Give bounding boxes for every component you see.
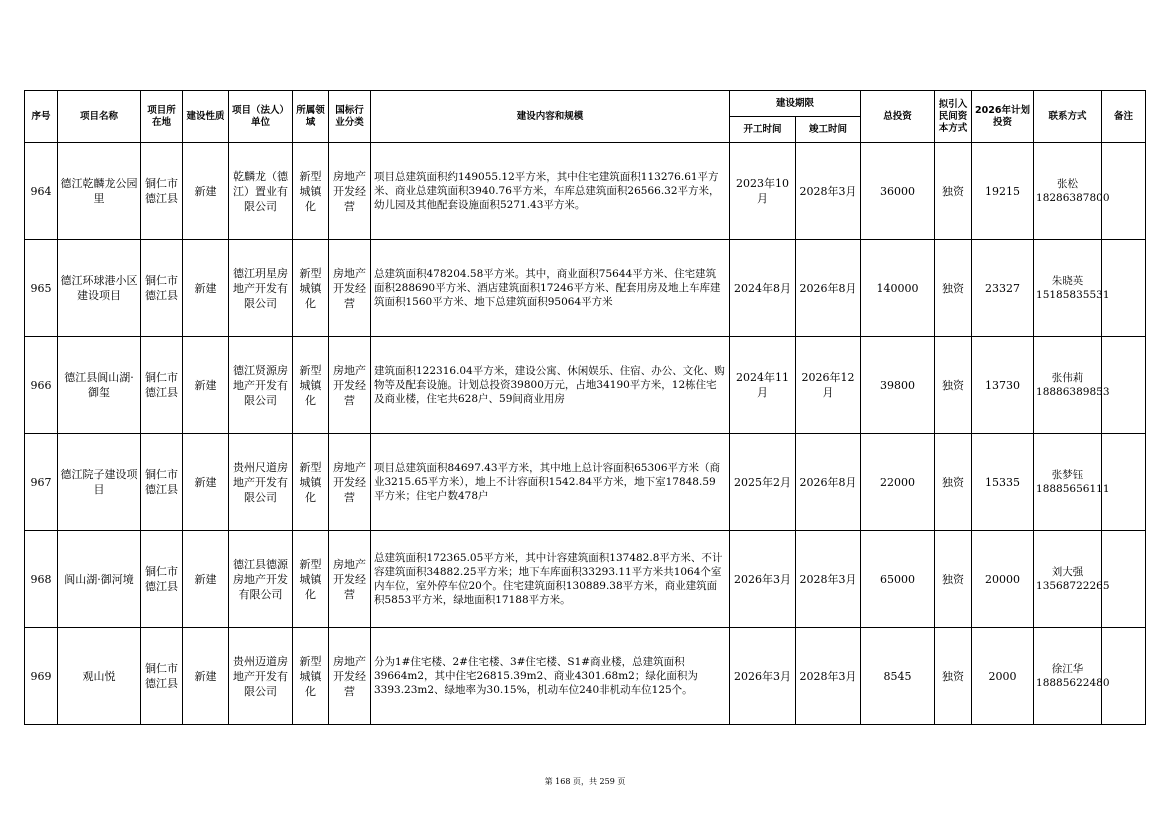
cell-industry: 房地产开发经营 [329,143,371,240]
cell-contact [1034,240,1110,337]
cell-contact [1034,337,1110,434]
table-row [25,143,1146,240]
cell-name: 阆山湖·御河境 [58,531,141,628]
cell-remark [1102,240,1146,337]
table-row [25,240,1146,337]
cell-seq: 966 [25,337,58,434]
cell-unit: 乾麟龙（德江）置业有限公司 [229,143,293,240]
header-end: 竣工时间 [796,117,861,143]
cell-location: 铜仁市德江县 [141,434,183,531]
table-row [25,337,1146,434]
cell-unit: 贵州迈道房地产开发有限公司 [229,628,293,725]
cell-name: 德江环球港小区建设项目 [58,240,141,337]
cell-start: 2024年11月 [730,337,796,434]
cell-total: 140000 [861,240,935,337]
cell-seq: 968 [25,531,58,628]
header-industry: 国标行业分类 [329,91,371,143]
contact-name: 徐江华 [1051,663,1084,675]
table-body [25,143,1146,725]
cell-method: 独资 [935,434,972,531]
cell-end: 2028年3月 [796,628,861,725]
contact-name: 张伟莉 [1051,372,1084,384]
cell-total: 36000 [861,143,935,240]
cell-end: 2028年3月 [796,143,861,240]
cell-contact [1034,434,1110,531]
contact-name: 张松 [1057,178,1079,190]
cell-plan: 19215 [972,143,1034,240]
cell-unit: 德江贤源房地产开发有限公司 [229,337,293,434]
cell-end: 2028年3月 [796,531,861,628]
cell-nature: 新建 [183,434,229,531]
cell-remark [1102,143,1146,240]
cell-plan: 23327 [972,240,1034,337]
contact-phone: 18885622480 [1036,677,1110,689]
cell-location: 铜仁市德江县 [141,240,183,337]
contact-phone: 18886389853 [1036,386,1110,398]
cell-location: 铜仁市德江县 [141,143,183,240]
cell-contact [1034,531,1110,628]
contact-phone: 13568722265 [1036,580,1110,592]
cell-method: 独资 [935,240,972,337]
cell-total: 8545 [861,628,935,725]
table-row [25,434,1146,531]
cell-total: 65000 [861,531,935,628]
cell-end: 2026年8月 [796,240,861,337]
cell-plan: 20000 [972,531,1034,628]
cell-start: 2025年2月 [730,434,796,531]
cell-industry: 房地产开发经营 [329,240,371,337]
cell-industry: 房地产开发经营 [329,531,371,628]
cell-location: 铜仁市德江县 [141,628,183,725]
cell-location: 铜仁市德江县 [141,531,183,628]
cell-name: 德江院子建设项目 [58,434,141,531]
header-field: 所属领域 [293,91,329,143]
cell-start: 2026年3月 [730,531,796,628]
cell-content: 项目总建筑面积84697.43平方米，其中地上总计容面积65306平方米（商业3215.65平方米），地上不计容面积1542.84平方米，地下室17848.59平方米；住宅户数478户 [371,434,730,531]
page-footer: 第 168 页，共 259 页 [544,777,626,786]
header-unit: 项目（法人）单位 [229,91,293,143]
cell-industry: 房地产开发经营 [329,337,371,434]
cell-name: 德江县阆山湖·御玺 [58,337,141,434]
cell-nature: 新建 [183,143,229,240]
cell-end: 2026年8月 [796,434,861,531]
cell-name: 德江乾麟龙公园里 [58,143,141,240]
cell-contact [1034,628,1110,725]
contact-name: 刘大强 [1051,566,1084,578]
cell-location: 铜仁市德江县 [141,337,183,434]
contact-phone: 15185835531 [1036,289,1110,301]
cell-name: 观山悦 [58,628,141,725]
contact-phone: 18286387800 [1036,192,1110,204]
cell-seq: 964 [25,143,58,240]
cell-start: 2024年8月 [730,240,796,337]
cell-method: 独资 [935,628,972,725]
cell-total: 39800 [861,337,935,434]
cell-field: 新型城镇化 [293,143,329,240]
table-header [25,91,1146,143]
cell-industry: 房地产开发经营 [329,434,371,531]
cell-seq: 969 [25,628,58,725]
cell-nature: 新建 [183,240,229,337]
header-name: 项目名称 [58,91,141,143]
cell-remark [1102,337,1146,434]
contact-phone: 18885656111 [1036,483,1110,495]
cell-content: 总建筑面积478204.58平方米。其中，商业面积75644平方米、住宅建筑面积288690平方米、酒店建筑面积17246平方米、配套用房及地上车库建筑面积1560平方米、地下总建筑面积95064平方米 [371,240,730,337]
cell-field: 新型城镇化 [293,434,329,531]
cell-contact [1034,143,1110,240]
cell-content: 分为1#住宅楼、2#住宅楼、3#住宅楼、S1#商业楼，总建筑面积39664m2，其中住宅26815.39m2、商业4301.68m2；绿化面积为3393.23m2、绿地率为30.15%，机动车位240非机动车位125个。 [371,628,730,725]
cell-field: 新型城镇化 [293,628,329,725]
cell-total: 22000 [861,434,935,531]
cell-nature: 新建 [183,628,229,725]
header-content: 建设内容和规模 [371,91,730,143]
cell-field: 新型城镇化 [293,531,329,628]
cell-end: 2026年12月 [796,337,861,434]
cell-content: 总建筑面积172365.05平方米，其中计容建筑面积137482.8平方米、不计容建筑面积34882.25平方米；地下车库面积33293.11平方米共1064个室内车位，室外停车位20个。住宅建筑面积130889.38平方米，商业建筑面积5853平方米，绿地面积17188平方米。 [371,531,730,628]
header-method: 拟引入民间资本方式 [935,91,972,143]
cell-remark [1102,434,1146,531]
cell-plan: 15335 [972,434,1034,531]
cell-plan: 13730 [972,337,1034,434]
header-location: 项目所在地 [141,91,183,143]
cell-field: 新型城镇化 [293,240,329,337]
cell-content: 项目总建筑面积约149055.12平方米，其中住宅建筑面积113276.61平方米、商业总建筑面积3940.76平方米，车库总建筑面积26566.32平方米，幼儿园及其他配套设施面积5271.43平方米。 [371,143,730,240]
cell-content: 建筑面积122316.04平方米，建设公寓、休闲娱乐、住宿、办公、文化、购物等及配套设施。计划总投资39800万元，占地34190平方米，12栋住宅及商业楼，住宅共628户、59间商业用房 [371,337,730,434]
cell-method: 独资 [935,337,972,434]
table-row [25,628,1146,725]
header-start: 开工时间 [730,117,796,143]
cell-unit: 德江县德源房地产开发有限公司 [229,531,293,628]
header-total: 总投资 [861,91,935,143]
cell-field: 新型城镇化 [293,337,329,434]
table-row [25,531,1146,628]
cell-industry: 房地产开发经营 [329,628,371,725]
header-nature: 建设性质 [183,91,229,143]
header-plan: 2026年计划投资 [972,91,1034,143]
contact-name: 张梦钰 [1051,469,1084,481]
contact-name: 朱晓英 [1051,275,1084,287]
cell-unit: 德江玥星房地产开发有限公司 [229,240,293,337]
cell-remark [1102,628,1146,725]
header-period: 建设期限 [730,91,861,117]
cell-remark [1102,531,1146,628]
cell-plan: 2000 [972,628,1034,725]
cell-method: 独资 [935,531,972,628]
cell-method: 独资 [935,143,972,240]
cell-nature: 新建 [183,531,229,628]
cell-seq: 967 [25,434,58,531]
project-table [24,90,1146,725]
cell-nature: 新建 [183,337,229,434]
header-contact: 联系方式 [1034,91,1102,143]
cell-start: 2026年3月 [730,628,796,725]
header-remark: 备注 [1102,91,1146,143]
cell-unit: 贵州尺道房地产开发有限公司 [229,434,293,531]
cell-start: 2023年10月 [730,143,796,240]
header-seq: 序号 [25,91,58,143]
cell-seq: 965 [25,240,58,337]
